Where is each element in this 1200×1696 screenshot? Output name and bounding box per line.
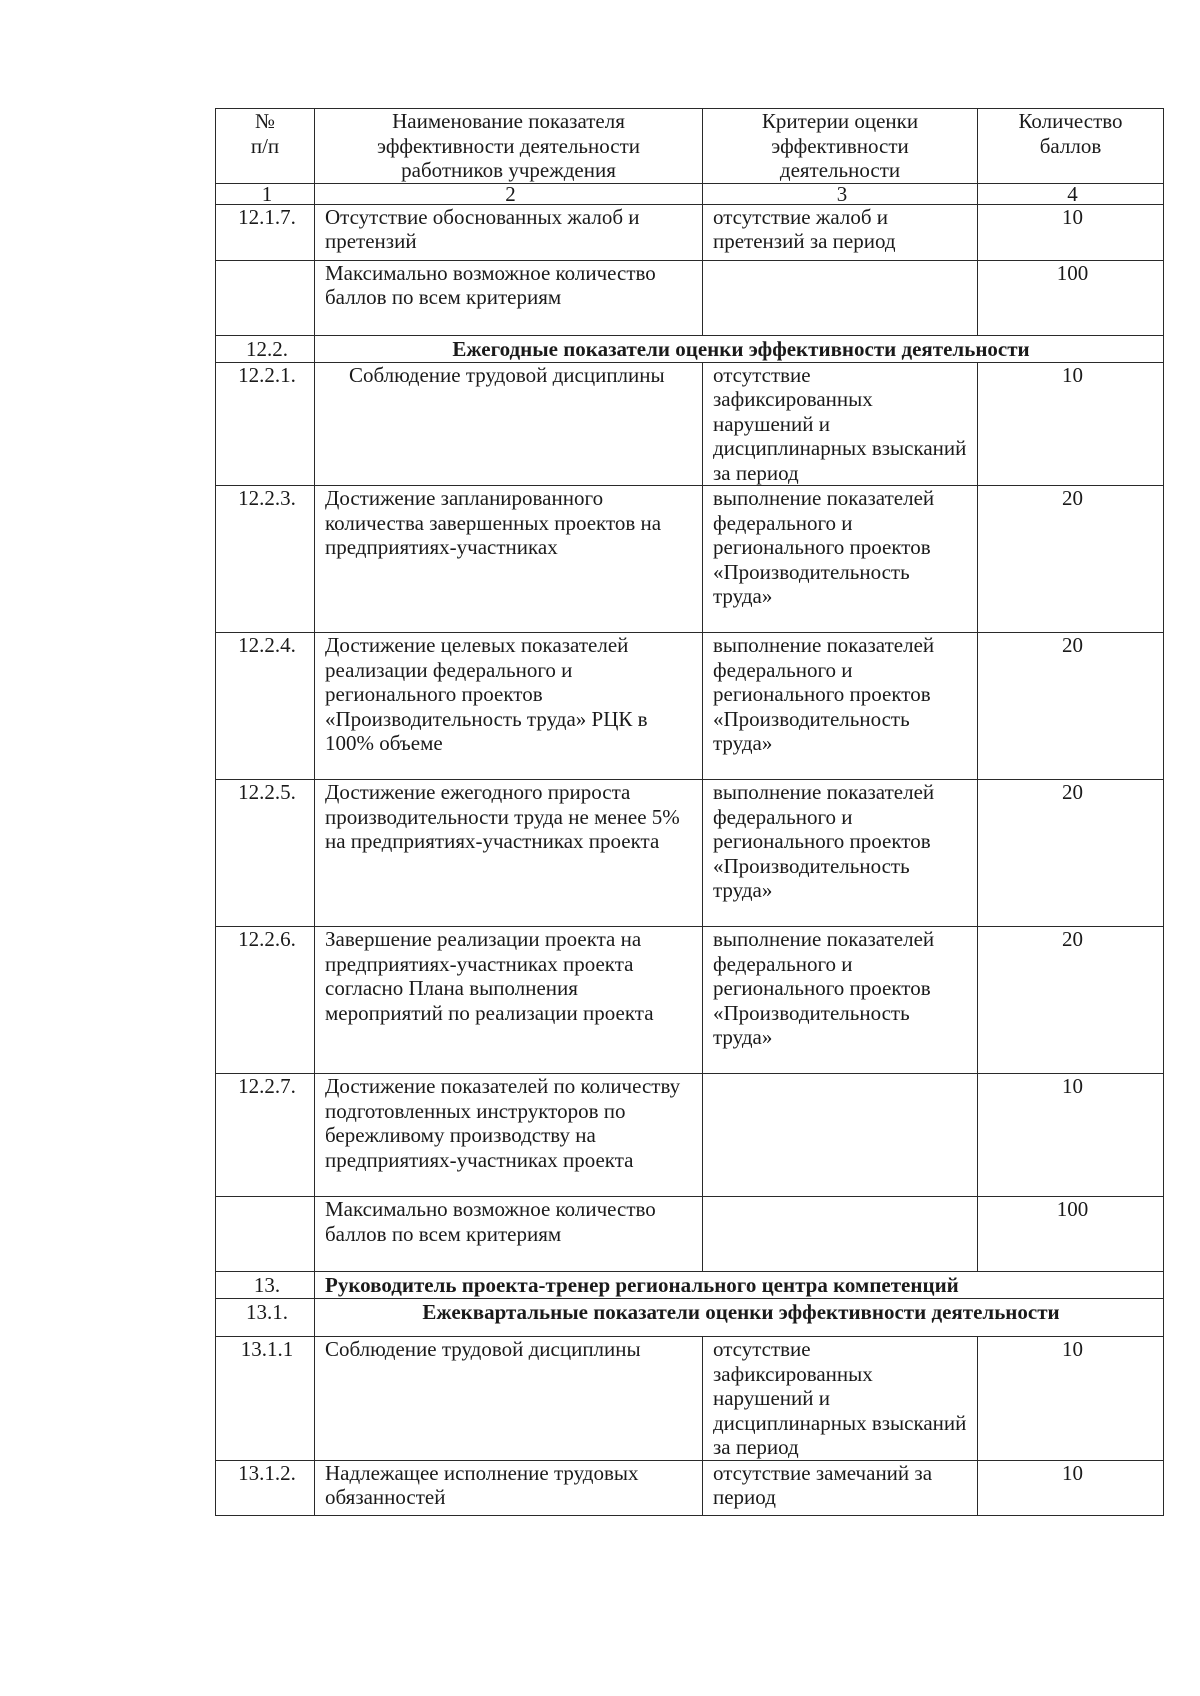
column-number-row (216, 183, 1164, 204)
row-name: Достижение ежегодного прироста производительности труда не менее 5% на предприятиях-участниках проекта (315, 780, 703, 927)
row-score: 100 (978, 1197, 1164, 1272)
row-number: 12.2.4. (216, 633, 315, 780)
table-row (216, 780, 1164, 927)
section-title: Ежеквартальные показатели оценки эффективности деятельности (315, 1299, 1164, 1337)
row-score: 20 (978, 927, 1164, 1074)
table-row (216, 1074, 1164, 1197)
row-score: 10 (978, 362, 1164, 486)
row-criteria: отсутствие зафиксированных нарушений и дисциплинарных взысканий за период (703, 1337, 978, 1461)
section-row (216, 335, 1164, 362)
row-criteria: отсутствие жалоб и претензий за период (703, 204, 978, 260)
table-row (216, 260, 1164, 335)
row-name: Достижение показателей по количеству подготовленных инструкторов по бережливому производству на предприятиях-участниках проекта (315, 1074, 703, 1197)
row-name (315, 362, 703, 486)
row-score: 20 (978, 780, 1164, 927)
row-name: Максимально возможное количество баллов по всем критериям (315, 1197, 703, 1272)
row-name: Достижение запланированного количества завершенных проектов на предприятиях-участниках (315, 486, 703, 633)
row-score: 10 (978, 1074, 1164, 1197)
column-number: 2 (315, 183, 703, 204)
header-name: Наименование показателя эффективности деятельности работников учреждения (315, 109, 703, 184)
row-score: 10 (978, 204, 1164, 260)
table-row (216, 1197, 1164, 1272)
row-score: 20 (978, 633, 1164, 780)
table-row (216, 486, 1164, 633)
table-row (216, 362, 1164, 486)
row-criteria (703, 260, 978, 335)
section-row (216, 1299, 1164, 1337)
row-criteria: отсутствие зафиксированных нарушений и дисциплинарных взысканий за период (703, 362, 978, 486)
section-title: Руководитель проекта-тренер регионального центра компетенций (315, 1272, 1164, 1299)
section-number: 13.1. (216, 1299, 315, 1337)
row-criteria (703, 1074, 978, 1197)
row-score: 10 (978, 1460, 1164, 1515)
row-number: 12.1.7. (216, 204, 315, 260)
row-criteria: выполнение показателей федерального и регионального проектов «Производительность труда» (703, 633, 978, 780)
row-number: 12.2.6. (216, 927, 315, 1074)
row-number: 13.1.1 (216, 1337, 315, 1461)
table-row (216, 1337, 1164, 1461)
row-name-text: Соблюдение трудовой дисциплины (349, 362, 665, 387)
row-number: 13.1.2. (216, 1460, 315, 1515)
table-row (216, 633, 1164, 780)
row-number (216, 1197, 315, 1272)
row-number (216, 260, 315, 335)
table-row (216, 927, 1164, 1074)
row-score: 20 (978, 486, 1164, 633)
row-criteria: отсутствие замечаний за период (703, 1460, 978, 1515)
header-number: № п/п (216, 109, 315, 184)
row-number: 12.2.1. (216, 362, 315, 486)
section-title: Ежегодные показатели оценки эффективности деятельности (315, 335, 1164, 362)
row-number: 12.2.3. (216, 486, 315, 633)
header-score: Количество баллов (978, 109, 1164, 184)
row-criteria: выполнение показателей федерального и регионального проектов «Производительность труда» (703, 927, 978, 1074)
row-name: Максимально возможное количество баллов по всем критериям (315, 260, 703, 335)
row-score: 100 (978, 260, 1164, 335)
row-criteria (703, 1197, 978, 1272)
section-number: 13. (216, 1272, 315, 1299)
section-number: 12.2. (216, 335, 315, 362)
table-row (216, 204, 1164, 260)
row-score: 10 (978, 1337, 1164, 1461)
section-row (216, 1272, 1164, 1299)
column-number: 3 (703, 183, 978, 204)
evaluation-table (215, 108, 1164, 1516)
header-row (216, 109, 1164, 184)
row-name: Соблюдение трудовой дисциплины (315, 1337, 703, 1461)
row-name: Завершение реализации проекта на предприятиях-участниках проекта согласно Плана выполнения мероприятий по реализации проекта (315, 927, 703, 1074)
column-number: 4 (978, 183, 1164, 204)
header-criteria: Критерии оценки эффективности деятельности (703, 109, 978, 184)
row-name: Достижение целевых показателей реализации федерального и регионального проектов «Производительность труда» РЦК в 100% объеме (315, 633, 703, 780)
table-row (216, 1460, 1164, 1515)
row-criteria: выполнение показателей федерального и регионального проектов «Производительность труда» (703, 486, 978, 633)
row-name: Надлежащее исполнение трудовых обязанностей (315, 1460, 703, 1515)
row-name: Отсутствие обоснованных жалоб и претензий (315, 204, 703, 260)
column-number: 1 (216, 183, 315, 204)
row-number: 12.2.7. (216, 1074, 315, 1197)
row-criteria: выполнение показателей федерального и регионального проектов «Производительность труда» (703, 780, 978, 927)
row-number: 12.2.5. (216, 780, 315, 927)
